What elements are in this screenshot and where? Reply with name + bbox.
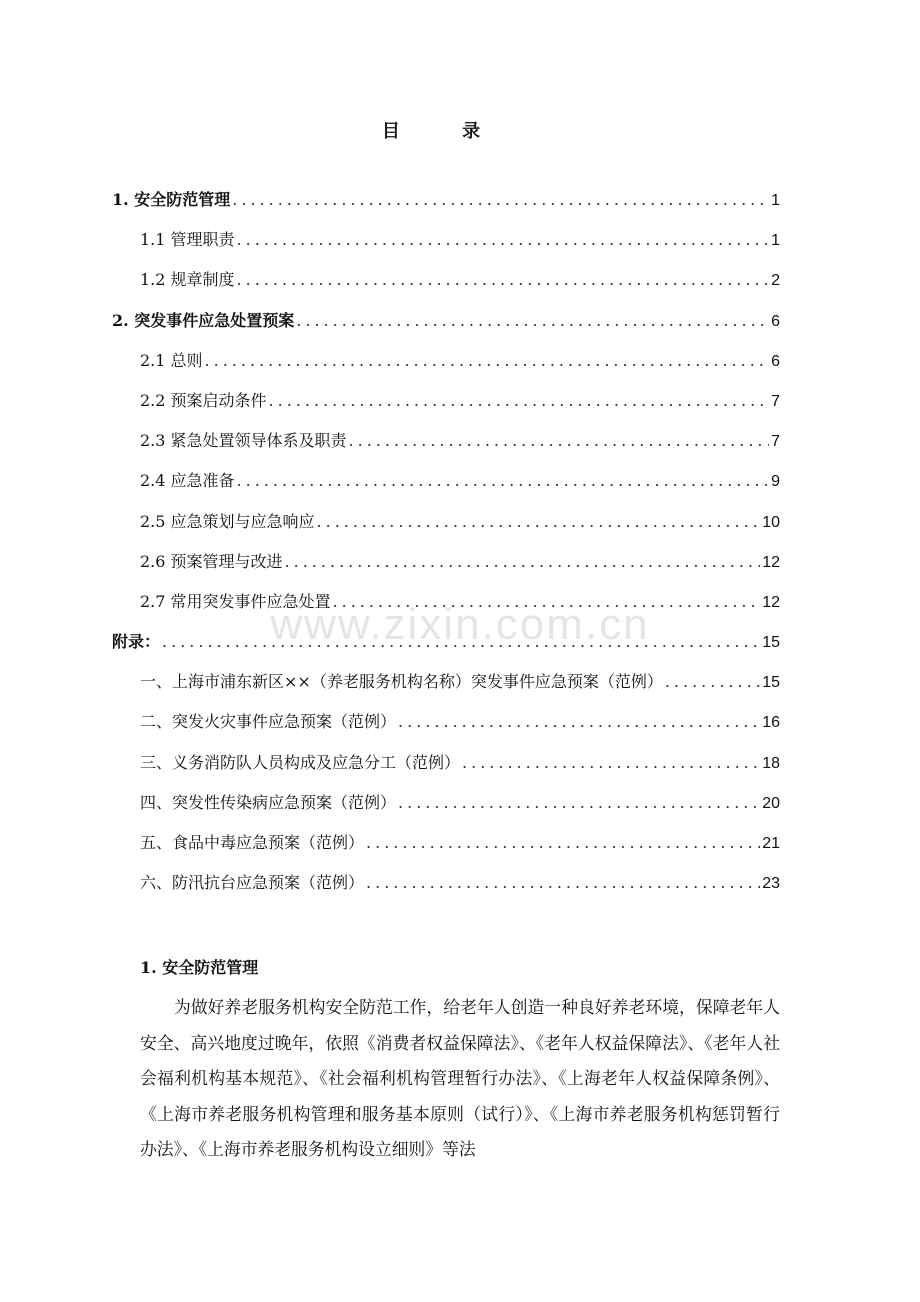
toc-entry-page: 15 bbox=[762, 674, 780, 692]
toc-entry-label: 附录： bbox=[112, 632, 161, 652]
toc-leader-dots bbox=[237, 220, 770, 260]
toc-entry[interactable] bbox=[112, 341, 780, 381]
toc-leader-dots bbox=[162, 622, 760, 662]
toc-leader-dots bbox=[333, 582, 761, 622]
toc-entry-label: 2.1 总则 bbox=[140, 350, 203, 370]
toc-entry-page: 2 bbox=[771, 272, 780, 290]
toc-entry[interactable] bbox=[112, 743, 780, 783]
toc-leader-dots bbox=[665, 662, 760, 702]
toc-entry[interactable] bbox=[112, 461, 780, 501]
toc-leader-dots bbox=[237, 260, 770, 300]
toc-entry[interactable] bbox=[112, 421, 780, 461]
toc-leader-dots bbox=[366, 863, 760, 903]
toc-entry-label: 1.2 规章制度 bbox=[140, 270, 235, 290]
section-heading: 1. 安全防范管理 bbox=[140, 958, 259, 977]
toc-entry-label: 2.7 常用突发事件应急处置 bbox=[140, 591, 331, 611]
toc-leader-dots bbox=[398, 783, 760, 823]
toc-entry[interactable] bbox=[112, 260, 780, 300]
toc-entry-label: 2.4 应急准备 bbox=[140, 471, 235, 491]
toc-entry-page: 18 bbox=[762, 754, 780, 772]
toc-entry-label: 三、义务消防队人员构成及应急分工（范例） bbox=[140, 752, 461, 772]
toc-entry-page: 9 bbox=[771, 473, 780, 491]
toc-entry-label: 二、突发火灾事件应急预案（范例） bbox=[140, 712, 397, 732]
toc-entry-page: 21 bbox=[762, 835, 780, 852]
toc-leader-dots bbox=[462, 743, 760, 783]
toc-leader-dots bbox=[232, 180, 769, 220]
toc-entry-page: 20 bbox=[762, 794, 780, 812]
toc-leader-dots bbox=[398, 702, 760, 742]
toc-entry-page: 7 bbox=[771, 433, 780, 451]
toc-entry-page: 6 bbox=[771, 312, 780, 330]
toc-entry-label: 2.5 应急策划与应急响应 bbox=[140, 511, 315, 531]
toc-entry[interactable] bbox=[112, 823, 780, 863]
toc-entry-page: 6 bbox=[771, 352, 780, 370]
toc-leader-dots bbox=[269, 381, 770, 421]
toc-title: 目 录 bbox=[381, 121, 509, 142]
toc-entry[interactable] bbox=[112, 502, 780, 542]
toc-entry-label: 四、突发性传染病应急预案（范例） bbox=[140, 792, 397, 812]
toc-entry[interactable] bbox=[112, 180, 780, 220]
toc-entry-page: 12 bbox=[762, 553, 780, 571]
toc-entry[interactable] bbox=[112, 662, 780, 702]
toc-entry-label: 一、上海市浦东新区××（养老服务机构名称）突发事件应急预案（范例） bbox=[140, 672, 663, 692]
toc-entry-label: 2.3 紧急处置领导体系及职责 bbox=[140, 431, 347, 451]
toc-entry[interactable] bbox=[112, 863, 780, 903]
toc-entry-label: 五、食品中毒应急预案（范例） bbox=[140, 833, 365, 852]
toc-entry[interactable] bbox=[112, 220, 780, 260]
toc-entry-page: 15 bbox=[762, 634, 780, 652]
toc-leader-dots bbox=[366, 823, 760, 863]
toc-entry-label: 六、防汛抗台应急预案（范例） bbox=[140, 873, 365, 893]
toc-entry-label: 2. 突发事件应急处置预案 bbox=[112, 310, 295, 330]
toc-entry[interactable] bbox=[112, 381, 780, 421]
toc-leader-dots bbox=[285, 542, 761, 582]
toc-entry-page: 12 bbox=[762, 593, 780, 611]
toc-entry[interactable] bbox=[112, 783, 780, 823]
toc-entry[interactable] bbox=[112, 582, 780, 622]
toc-leader-dots bbox=[237, 461, 770, 501]
toc-leader-dots bbox=[296, 301, 769, 341]
toc-entry-page: 23 bbox=[762, 875, 780, 893]
toc-entry[interactable] bbox=[112, 702, 780, 742]
body-paragraph: 为做好养老服务机构安全防范工作，给老年人创造一种良好养老环境，保障老年人安全、高兴地度过晚年，依照《消费者权益保障法》、《老年人权益保障法》、《老年人社会福利机构基本规范》、《社会福利机构管理暂行办法》、《上海老年人权益保障条例》、《上海市养老服务机构管理和服务基本原则（试行）》、《上海市养老服务机构惩罚暂行办法》、《上海市养老服务机构设立细则》等法 bbox=[140, 997, 780, 1159]
toc-leader-dots bbox=[317, 502, 761, 542]
toc-entry-page: 7 bbox=[771, 392, 780, 410]
toc-entry-label: 1. 安全防范管理 bbox=[112, 190, 231, 209]
toc-entry[interactable] bbox=[112, 622, 780, 662]
toc-entry-page: 1 bbox=[771, 192, 780, 209]
toc-entry[interactable] bbox=[112, 301, 780, 341]
toc-entry-page: 16 bbox=[762, 714, 780, 732]
toc-entry-label: 1.1 管理职责 bbox=[140, 230, 235, 250]
toc-entry[interactable] bbox=[112, 542, 780, 582]
toc-entry-label: 2.2 预案启动条件 bbox=[140, 390, 267, 410]
toc-entry-label: 2.6 预案管理与改进 bbox=[140, 551, 283, 571]
toc-entry-page: 1 bbox=[771, 232, 780, 250]
toc-entry-page: 10 bbox=[762, 513, 780, 531]
toc-leader-dots bbox=[349, 421, 770, 461]
table-of-contents bbox=[112, 180, 780, 903]
watermark: www.zixin.com.cn bbox=[270, 600, 650, 649]
toc-leader-dots bbox=[205, 341, 770, 381]
